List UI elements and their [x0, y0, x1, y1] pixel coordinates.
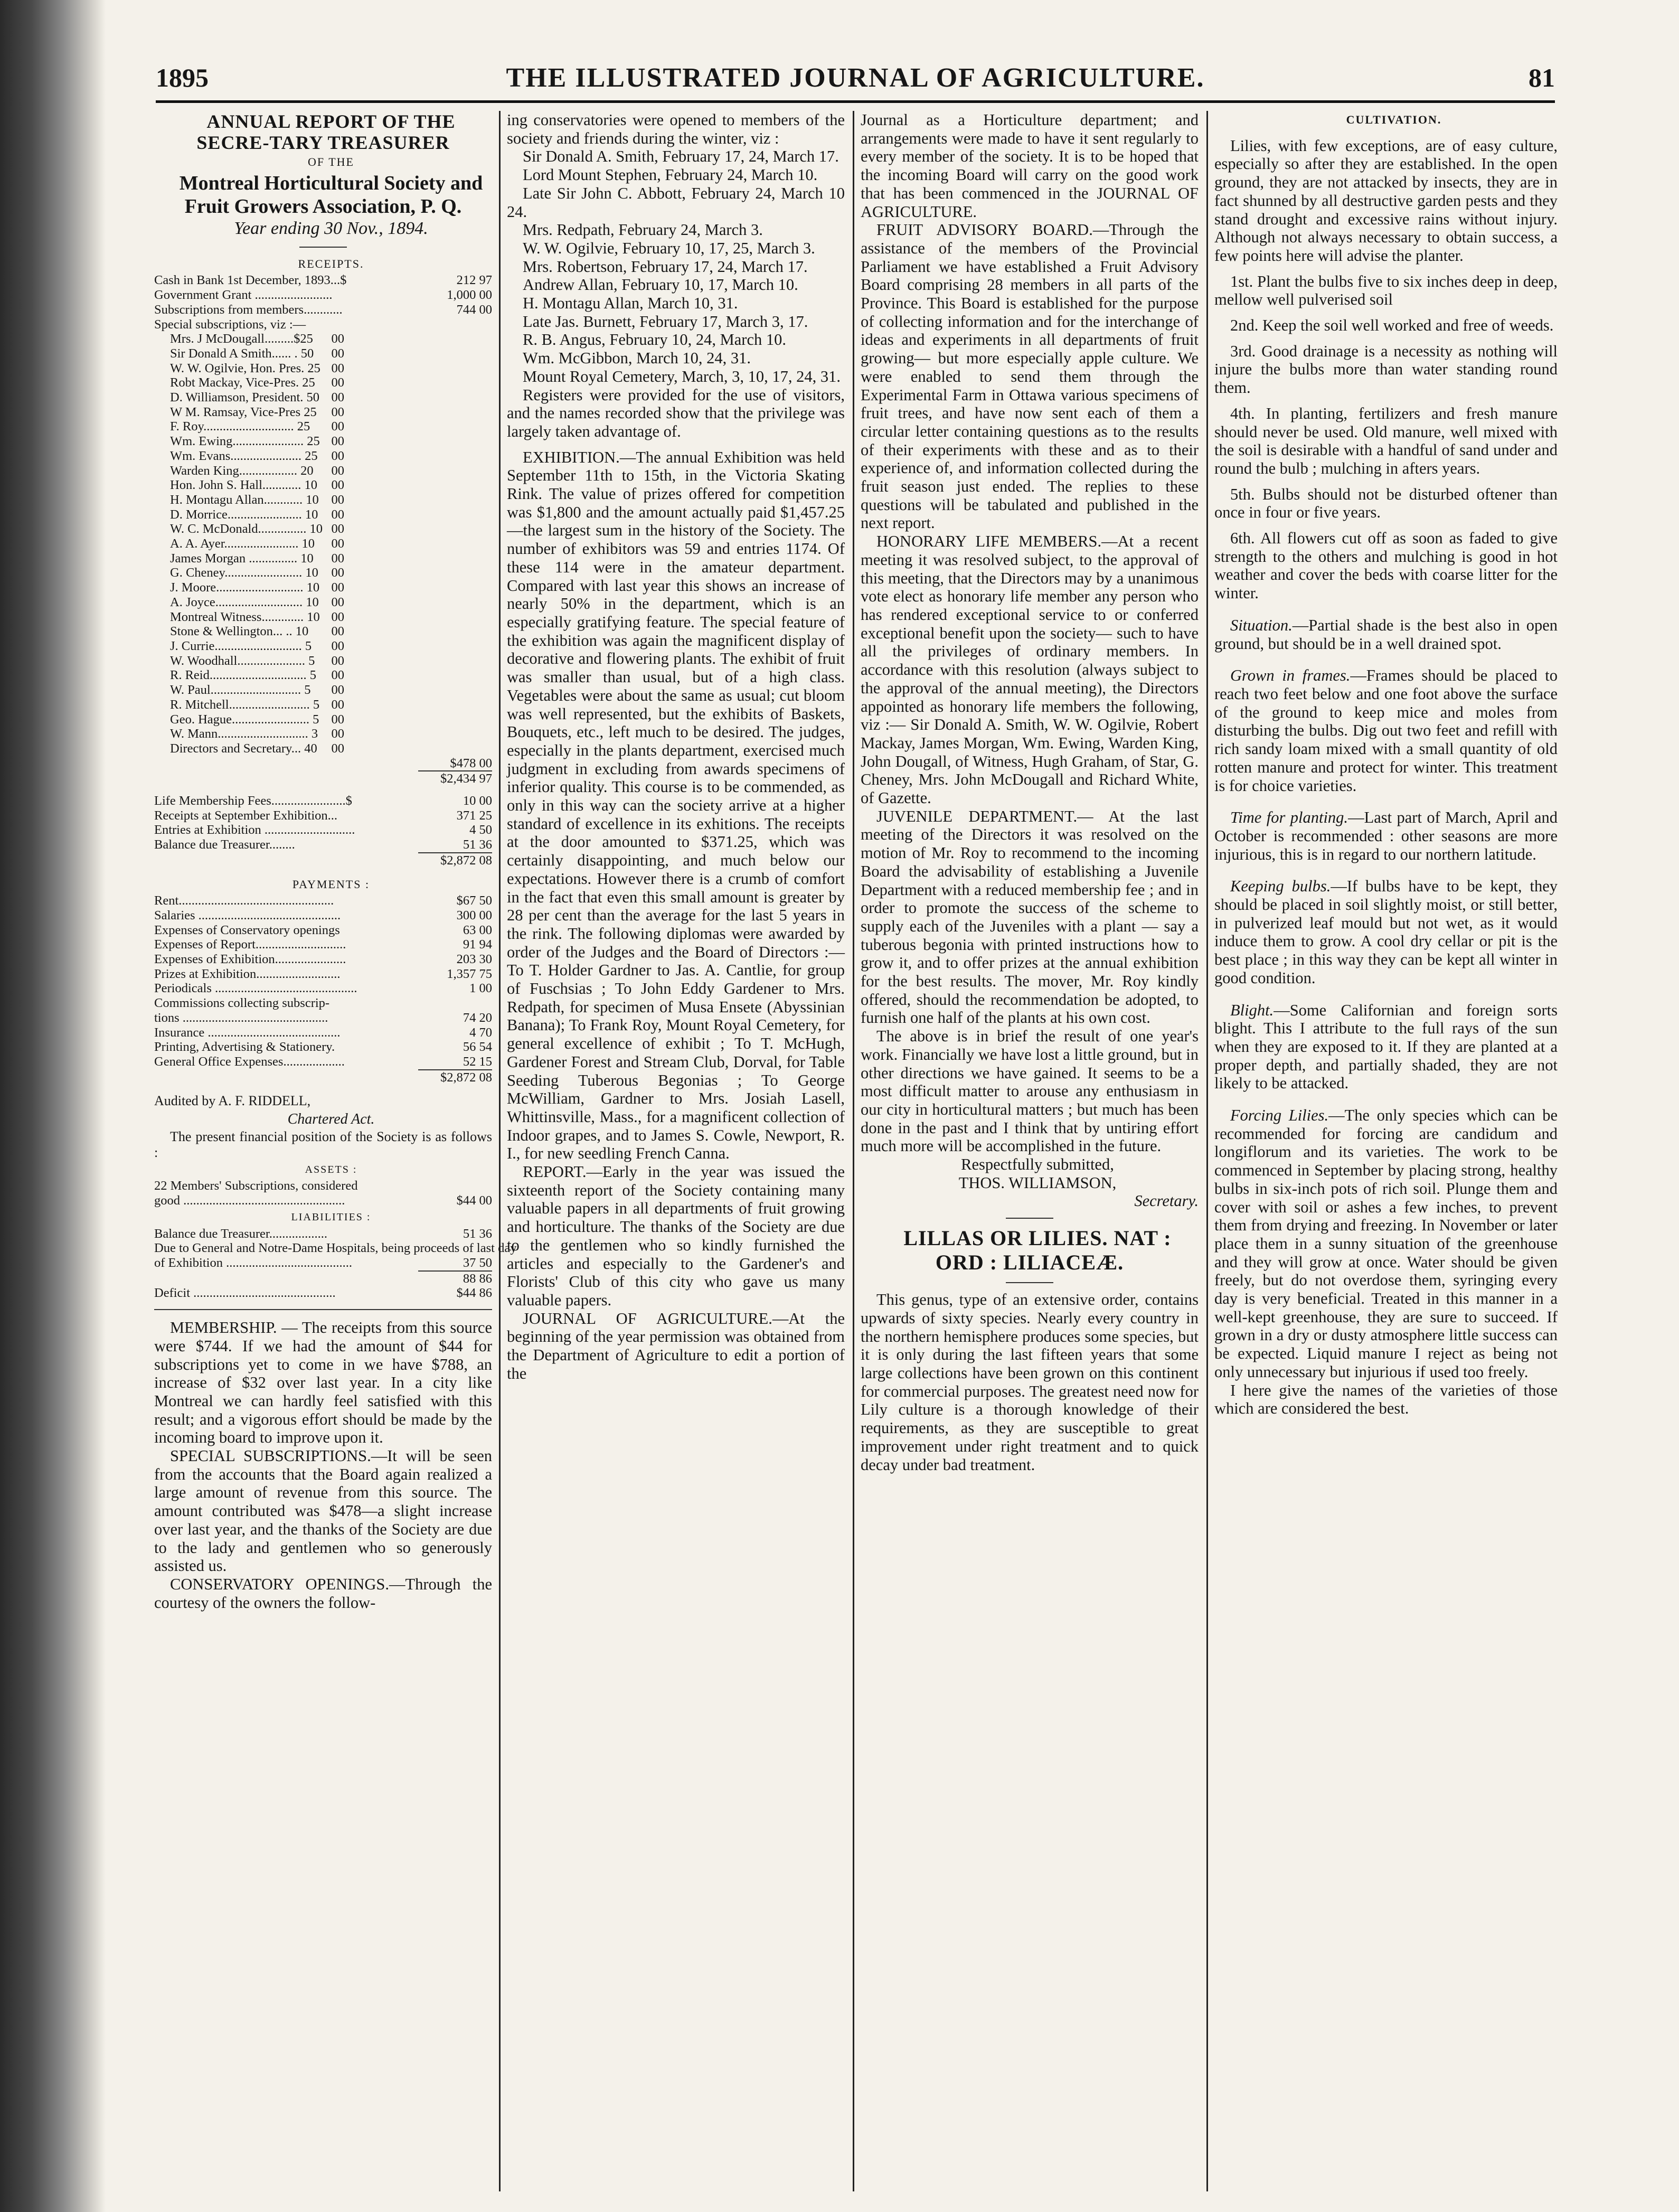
subscription-cents: 00: [331, 638, 344, 653]
payment-row-label: General Office Expenses...................: [154, 1054, 345, 1069]
closing-paragraph: The above is in brief the result of one year's work. Financially we have lost a little ground, but in other directions we have gained. It seems to be a most difficult matter to arouse any enthusiasm in our city in horticultural matters ; but much has been done in the past and I think that by untiring effort much more will be accomplished in the future.: [861, 1027, 1199, 1155]
section-rule: [1006, 1282, 1053, 1283]
subscription-row: [154, 741, 344, 756]
deficit-amount: $44 86: [456, 1286, 492, 1301]
opening-item: Lord Mount Stephen, February 24, March 10.: [523, 166, 818, 184]
payments-heading: PAYMENTS :: [292, 877, 370, 891]
subscription-row: [154, 507, 344, 522]
special-subscriptions-paragraph: SPECIAL SUBSCRIPTIONS.—It will be seen from the accounts that the Board again realized a large amount of revenue from this source. The amount contributed was $478—a slight increase over last year, and the thanks of the Society are due to the lady and gentlemen who so generously assisted us.: [154, 1447, 492, 1575]
liability-row-amount: 37 50: [463, 1256, 492, 1270]
subscription-row: [154, 375, 344, 390]
receipt-row-label: Cash in Bank 1st December, 1893...$: [154, 273, 347, 288]
chartered-act: Chartered Act.: [287, 1111, 375, 1128]
receipt-row-label: Entries at Exhibition ............................: [154, 823, 355, 837]
payment-row-label: Expenses of Exhibition......................: [154, 952, 346, 967]
asset-row-amount: $44 00: [456, 1193, 492, 1208]
receipt-row-amount: 4 50: [469, 823, 492, 837]
subscriptions-total: $478 00: [450, 756, 492, 770]
column-divider: [1206, 111, 1208, 2191]
payment-row-amount: [445, 996, 492, 1011]
receipt-row-amount: [445, 317, 492, 332]
membership-paragraph: MEMBERSHIP. — The receipts from this source were $744. If we had the amount of $44 for subscriptions yet to come in we have $788, an increase of $32 over last year. In a city like Montreal we can hardly feel satisfied with this result; and a vigorous effort should be made by the incoming board to improve upon it.: [154, 1319, 492, 1447]
liability-row-label: Balance due Treasurer..................: [154, 1226, 327, 1241]
subscriber-name: R. Mitchell......................... 5: [170, 697, 320, 712]
subscriber-name: J. Currie........................... 5: [170, 638, 312, 653]
payment-row-amount: $67 50: [456, 893, 492, 908]
conservatory-openings-paragraph: CONSERVATORY OPENINGS.—Through the courtesy of the owners the follow-: [154, 1575, 492, 1612]
subscription-row: [154, 434, 344, 449]
subscription-cents: 00: [331, 551, 344, 566]
receipt-row-label: Subscriptions from members............: [154, 302, 343, 317]
time-text: —Last part of March, April and October is recommended : other seasons are more injurious, this is in regard to our northern latitude.: [1214, 808, 1558, 863]
payment-row-label: Periodicals ............................................: [154, 981, 357, 996]
payment-row: [154, 1011, 492, 1025]
other-receipts-table: [154, 794, 492, 852]
page-header: [156, 62, 1555, 99]
cultivation-point: 6th. All flowers cut off as soon as faded to give strength to the others and mulching is good in hot weather and cover the beds with coarse litter for the winter.: [1214, 529, 1558, 603]
column-2: [507, 111, 845, 2191]
subscription-row: [154, 551, 344, 566]
subscription-cents: 00: [331, 492, 344, 507]
payment-row-amount: 56 54: [463, 1040, 492, 1055]
subscription-cents: 00: [331, 536, 344, 551]
receipt-row: [154, 823, 492, 837]
subscriber-name: H. Montagu Allan............ 10: [170, 492, 319, 507]
lilias-title: LILLAS OR LILIES. NAT : ORD : LILIACEÆ.: [903, 1226, 1172, 1275]
opening-item: Mount Royal Cemetery, March, 3, 10, 17, 24, 31.: [523, 367, 841, 385]
subscription-cents: 00: [331, 332, 344, 346]
registers-paragraph: Registers were provided for the use of visitors, and the names recorded show that the privilege was largely taken advantage of.: [507, 385, 845, 440]
subscription-row: [154, 727, 344, 741]
forcing-label: Forcing Lilies.: [1230, 1106, 1329, 1125]
deficit-label: Deficit ............................................: [154, 1286, 336, 1301]
openings-intro: ing conservatories were opened to members of the society and friends during the winter, viz :: [507, 111, 845, 147]
subscription-row: [154, 449, 344, 464]
payment-row-label: Expenses of Conservatory openings: [154, 923, 340, 937]
subscriber-name: W M. Ramsay, Vice-Pres 25: [170, 404, 317, 419]
subscription-cents: 00: [331, 361, 344, 375]
subscription-row: [154, 683, 344, 698]
column-3: [861, 111, 1199, 2191]
subscriber-name: A. Joyce........................... 10: [170, 595, 319, 609]
subscription-cents: 00: [331, 448, 344, 463]
payment-row-amount: 4 70: [469, 1025, 492, 1040]
header-rule: [156, 100, 1555, 103]
liability-row-label: Due to General and Notre-Dame Hospitals, being proceeds of last day: [154, 1241, 517, 1256]
subscription-cents: 00: [331, 463, 344, 478]
of-the-label: OF THE: [308, 155, 354, 168]
subscription-cents: 00: [331, 727, 344, 741]
subscription-cents: 00: [331, 507, 344, 522]
payment-row-label: Prizes at Exhibition..........................: [154, 966, 341, 981]
subscription-row: [154, 332, 344, 346]
receipt-row: [154, 317, 492, 332]
time-label: Time for planting.: [1230, 808, 1348, 827]
subscription-cents: 00: [331, 580, 344, 595]
payment-row: [154, 967, 492, 982]
journal-title: THE ILLUSTRATED JOURNAL OF AGRICULTURE.: [506, 63, 1205, 93]
subscriber-name: Montreal Witness............. 10: [170, 609, 320, 624]
subscription-row: [154, 624, 344, 639]
subscriber-name: W. Mann............................ 3: [170, 727, 318, 741]
subscriber-name: Warden King.................. 20: [170, 463, 314, 478]
page-number: 81: [1529, 63, 1555, 92]
receipt-row-label: Balance due Treasurer........: [154, 837, 295, 852]
receipt-row: [154, 303, 492, 317]
journal-paragraph: JOURNAL OF AGRICULTURE.—At the beginning of the year permission was obtained from the Department of Agriculture to edit a portion of the: [507, 1309, 845, 1382]
cultivation-intro: Lilies, with few exceptions, are of easy culture, especially so after they are established. In the open ground, they are not attacked by insects, they are in fact shunned by all destructive garden pests and they stand drought and excessive rains without injury. Although not always necessary to obtain success, a few points here will advise the planter.: [1214, 136, 1558, 265]
financial-position: The present financial position of the Society is as follows :: [154, 1128, 492, 1160]
subscription-row: [154, 478, 344, 493]
subscription-row: [154, 566, 344, 580]
subscription-row: [154, 580, 344, 595]
opening-item: Wm. McGibbon, March 10, 24, 31.: [523, 349, 751, 368]
varieties-paragraph: I here give the names of the varieties of those which are considered the best.: [1214, 1381, 1558, 1418]
subscriber-name: W. C. McDonald............... 10: [170, 522, 323, 536]
receipt-row-amount: 1,000 00: [447, 288, 492, 303]
asset-row-label: 22 Members' Subscriptions, considered: [154, 1179, 358, 1193]
payment-row-amount: 203 30: [456, 952, 492, 967]
subscriber-name: W. Woodhall..................... 5: [170, 653, 315, 668]
subscription-cents: 00: [331, 346, 344, 361]
receipts-table: [154, 273, 492, 332]
payment-row: [154, 1055, 492, 1069]
cultivation-point: 2nd. Keep the soil well worked and free of weeds.: [1230, 316, 1554, 335]
receipt-row: [154, 288, 492, 303]
column-1: [154, 111, 517, 2191]
subscription-row: [154, 361, 344, 376]
situation-text: —Partial shade is the best also in open ground, but should be in a well drained spot.: [1214, 616, 1558, 653]
audited-by: Audited by A. F. RIDDELL,: [154, 1093, 311, 1109]
subscription-cents: 00: [331, 609, 344, 624]
receipt-row-label: Special subscriptions, viz :—: [154, 317, 306, 332]
subscription-cents: 00: [331, 668, 344, 683]
subscription-row: [154, 405, 344, 420]
subscriber-name: W. W. Ogilvie, Hon. Pres. 25: [170, 361, 320, 375]
subscription-row: [154, 464, 344, 478]
subscription-cents: 00: [331, 624, 344, 639]
payment-row-amount: 300 00: [456, 908, 492, 923]
subscription-row: [154, 390, 344, 405]
cultivation-point: 5th. Bulbs should not be disturbed oftener than once in four or five years.: [1214, 485, 1558, 522]
payment-row: [154, 981, 492, 996]
subscription-cents: 00: [331, 375, 344, 390]
payment-row: [154, 908, 492, 923]
payment-row-amount: 74 20: [463, 1010, 492, 1025]
liability-row: [154, 1227, 492, 1241]
signer-title: Secretary.: [1134, 1192, 1199, 1210]
payment-row: [154, 996, 492, 1011]
subscriptions-list: [154, 332, 492, 756]
payment-row-label: Printing, Advertising & Stationery.: [154, 1040, 335, 1055]
opening-item: Late Sir John C. Abbott, February 24, March 10 24.: [507, 184, 845, 221]
opening-item: Sir Donald A. Smith, February 17, 24, March 17.: [523, 147, 839, 166]
liability-row: [154, 1256, 492, 1270]
payment-row-amount: 1,357 75: [447, 966, 492, 981]
receipt-row-amount: 212 97: [456, 273, 492, 288]
subscription-row: [154, 536, 344, 551]
receipts-subtotal: $2,434 97: [440, 771, 492, 786]
assets-heading: ASSETS :: [305, 1163, 357, 1175]
assets-table: [154, 1179, 492, 1208]
subscription-cents: 00: [331, 434, 344, 449]
cultivation-point: 4th. In planting, fertilizers and fresh manure should never be used. Old manure, well mixed with the soil is desirable with a handful of sand under and round the bulb ; mulching in afters years.: [1214, 404, 1558, 477]
subscriber-name: Wm. Ewing...................... 25: [170, 434, 320, 449]
keeping-text: —If bulbs have to be kept, they should be placed in soil slightly moist, or still better, in pulverized leaf mould but not wet, as it would induce them to grow. A cool dry cellar or pit is the best place ; in this way they can be kept all winter in good condition.: [1214, 877, 1558, 987]
payment-row-amount: 91 94: [463, 937, 492, 952]
payment-row: [154, 1025, 492, 1040]
receipt-row-label: Receipts at September Exhibition...: [154, 808, 338, 823]
subscriber-name: D. Morrice....................... 10: [170, 507, 318, 522]
asset-row: [154, 1179, 492, 1193]
subscriber-name: Stone & Wellington... .. 10: [170, 624, 309, 639]
report-heading: ANNUAL REPORT OF THE SECRE-TARY TREASURER: [196, 111, 456, 153]
subscription-row: [154, 610, 344, 625]
receipts-heading: RECEIPTS.: [298, 257, 364, 270]
cultivation-point: 3rd. Good drainage is a necessity as nothing will injure the bulbs more than water standing round them.: [1214, 342, 1558, 397]
payment-row: [154, 952, 492, 967]
liability-row: [154, 1241, 517, 1256]
liabilities-total: 88 86: [463, 1271, 492, 1286]
subscription-row: [154, 346, 344, 361]
forcing-text: —The only species which can be recommended for forcing are candidum and longiflorum and its varieties. The work to be commenced in September by placing strong, healthy bulbs in six-inch pots of rich soil. Plunge them and cover with soil or ashes a few inches, to prevent them from drying and freezing. In November or later place them in a sunny situation of the greenhouse and they will grow at once. Water should be given freely, but do not overdose them, syringing every day is very beneficial. Treated in this manner in a well-kept greenhouse, they are sure to succeed. If grown in a dry or dusty atmosphere little success can be expected. Liquid manure I reject as being not only unnecessary but injurious if used too freely.: [1214, 1106, 1558, 1381]
payment-row-amount: 63 00: [463, 923, 492, 937]
year-ending: Year ending 30 Nov., 1894.: [234, 218, 428, 238]
payment-row-amount: 1 00: [469, 981, 492, 996]
subscriber-name: W. Paul............................ 5: [170, 683, 311, 698]
receipt-row: [154, 273, 492, 288]
liability-row-amount: 51 36: [463, 1226, 492, 1241]
opening-item: Mrs. Robertson, February 17, 24, March 17.: [523, 257, 808, 276]
payment-row-label: Insurance .........................................: [154, 1025, 341, 1040]
payment-row-label: Commissions collecting subscrip-: [154, 996, 330, 1011]
payments-table: [154, 893, 492, 1069]
subscription-row: [154, 493, 344, 507]
subscriber-name: Hon. John S. Hall............ 10: [170, 478, 318, 493]
cultivation-points: [1214, 265, 1558, 603]
opening-item: Mrs. Redpath, February 24, March 3.: [523, 221, 763, 239]
liabilities-heading: LIABILITIES :: [291, 1211, 371, 1223]
fruit-board-paragraph: FRUIT ADVISORY BOARD.—Through the assistance of the members of the Provincial Parliament we have established a Fruit Advisory Board comprising 28 members in all parts of the Province. This Board is established for the purpose of collecting information and for the interchange of ideas and experiments in all departments of fruit growing— but more especially apple culture. We were enabled to send them through the Experimental Farm in Ottawa various specimens of fruit trees, and have now sent each of them a circular letter containing questions as to the results of their experiments with these and as to their experience of, and information collected during the fruit season just ended. The replies to these questions will be tabulated and published in the next report.: [861, 221, 1199, 532]
signer-name: THOS. WILLIAMSON,: [958, 1173, 1117, 1192]
situation-label: Situation.: [1230, 616, 1293, 634]
subscriber-name: R. Reid.............................. 5: [170, 668, 316, 683]
receipt-row-label: Life Membership Fees.......................$: [154, 794, 352, 808]
receipt-row: [154, 808, 492, 823]
honorary-members-paragraph: HONORARY LIFE MEMBERS.—At a recent meeting it was resolved subject, to the approval of this meeting, that the Directors may by a unanimous vote elect as honorary life member any person who has rendered exceptional service to or conferred exceptional benefit upon the society— such to have all the privileges of ordinary members. In accordance with this resolution (always subject to the approval of the annual meeting), the Directors appointed as honorary life members the following, viz :— Sir Donald A. Smith, W. W. Ogilvie, Robert Mackay, James Morgan, Wm. Ewing, Warden King, John Dougall, of Witness, Hugh Graham, of Star, G. Cheney, Mrs. John McDougall and Richard White, of Gazette.: [861, 532, 1199, 807]
journal-continued: Journal as a Horticulture department; and arrangements were made to have it sent regularly to every member of the society. It is to be hoped that the incoming Board will carry on the good work that has been commenced in the JOURNAL OF AGRICULTURE.: [861, 111, 1199, 221]
receipt-row-amount: 51 36: [463, 837, 492, 852]
cultivation-point: 1st. Plant the bulbs five to six inches deep in deep, mellow well pulverised soil: [1214, 272, 1558, 309]
subscription-row: [154, 595, 344, 610]
liabilities-table: [154, 1226, 517, 1270]
subscriber-name: James Morgan ............... 10: [170, 551, 314, 566]
payment-row-label: Expenses of Report............................: [154, 937, 346, 952]
receipts-total: $2,872 08: [440, 853, 492, 868]
subscription-cents: 00: [331, 683, 344, 698]
column-divider: [499, 111, 501, 2191]
subscription-cents: 00: [331, 522, 344, 536]
subscriber-name: Directors and Secretary... 40: [170, 741, 317, 756]
payment-row-amount: 52 15: [463, 1054, 492, 1069]
asset-row-amount: [445, 1179, 492, 1193]
subscription-row: [154, 668, 344, 683]
asset-row: [154, 1193, 492, 1208]
subscription-row: [154, 712, 344, 727]
subscription-row: [154, 522, 344, 536]
payment-row-label: Salaries ............................................: [154, 908, 341, 923]
frames-text: —Frames should be placed to reach two feet below and one foot above the surface of the ground to keep mice and moles from disturbing the bulbs. Dig out two feet and refill with rich sandy loam mixed with a small quantity of old rotten manure and protect for winter. This treatment is for choice varieties.: [1214, 666, 1558, 795]
subscriber-name: Geo. Hague........................ 5: [170, 712, 319, 727]
cultivation-heading: CULTIVATION.: [1346, 113, 1442, 126]
payment-row-label: Rent................................................: [154, 893, 334, 908]
payment-row: [154, 893, 492, 908]
subscriber-name: A. A. Ayer....................... 10: [170, 536, 315, 551]
subscription-cents: 00: [331, 419, 344, 434]
blight-text: —Some Californian and foreign sorts blight. This I attribute to the full rays of the sun when they are exposed to it. If they are planted at a proper depth, and partially shaded, they are not likely to be attacked.: [1214, 1001, 1558, 1093]
subscriber-name: G. Cheney........................ 10: [170, 566, 318, 580]
society-name: Montreal Horticultural Society and Fruit Growers Association, P. Q.: [179, 172, 483, 218]
juvenile-paragraph: JUVENILE DEPARTMENT.— At the last meeting of the Directors it was resolved on the motion of Mr. Roy to recommend to the incoming Board the advisability of establishing a Juvenile Department with a reduced membership fee ; and in order to promote the success of the scheme to supply each of the Juveniles with a plant — say a tuberous begonia with printed instructions how to grow it, and to offer prizes at the annual exhibition for the best results. The mover, Mr. Roy kindly offered, should the recommendation be adopted, to furnish one half of the plants at his own cost.: [861, 807, 1199, 1027]
page-year: 1895: [156, 63, 209, 92]
subscription-cents: 00: [331, 566, 344, 580]
subscription-row: [154, 419, 344, 434]
lilias-paragraph: This genus, type of an extensive order, contains upwards of sixty species. Nearly every country in the northern hemisphere produces some species, but it is only during the last fifteen years that some large collections have been grown on this continent for commercial purposes. The greatest need now for Lily culture is a thorough knowledge of their requirements, as they are susceptible to great improvement under right treatment and to quick decay under bad treatment.: [861, 1291, 1199, 1474]
subscription-cents: 00: [331, 478, 344, 493]
opening-item: W. W. Ogilvie, February 10, 17, 25, March 3.: [523, 239, 815, 257]
liability-row-label: of Exhibition .......................................: [154, 1256, 352, 1270]
subscription-cents: 00: [331, 741, 344, 756]
receipt-row-amount: 744 00: [456, 302, 492, 317]
opening-item: R. B. Angus, February 10, 24, March 10.: [523, 331, 786, 349]
payment-row: [154, 923, 492, 938]
openings-list: [507, 147, 845, 385]
payment-row: [154, 1040, 492, 1055]
report-paragraph: REPORT.—Early in the year was issued the sixteenth report of the Society containing many valuable papers in all departments of fruit growing and horticulture. The thanks of the Society are due to the gentlemen who so kindly furnished the articles and especially to the Gardener's and Florists' Club of this city who gave us many valuable papers.: [507, 1163, 845, 1309]
receipt-row-label: Government Grant ........................: [154, 288, 333, 303]
blight-label: Blight.: [1230, 1001, 1274, 1019]
exhibition-paragraph: EXHIBITION.—The annual Exhibition was held September 11th to 15th, in the Victoria Skating Rink. The value of prizes offered for competition was $1,800 and the amount actually paid $1,457.25—the largest sum in the history of the Society. The number of exhibitors was 59 and entries 1174. Of these 114 were in the amateur department. Compared with last year this shows an increase of nearly 50% in the department, which is an especially gratifying feature. The special feature of the exhibition was again the magnificent display of decorative and flowering plants. The exhibit of fruit was smaller than usual, but of a high class. Vegetables were about the same as usual; cut bloom was well represented, but the exhibits of Baskets, Bouquets, etc., left much to be desired. The judges, especially in the plants department, exercised much judgment in excluding from awards specimens of inferior quality. This course is to be commended, as only in this way can the society arrive at a higher standard of excellence in its exhitions. The receipts at the door amounted to $371.25, which was certainly disappointing, and much below our expectations. However there is a crumb of comfort in the fact that even this small amount is greater by 28 per cent than the average for the last 5 years in the rink. The following diplomas were awarded by order of the Judges and the Board of Directors :— To T. Holder Gardner to Jas. A. Cantlie, for group of Fuschsias ; To John Eddy Gardener to Mrs. Redpath, for specimen of Musa Ensete (Abyssinian Banana); To Frank Roy, Mount Royal Cemetery, for general excellence of exhibit ; To T. McHugh, Gardener Forest and Stream Club, Dorval, for Table Seeding Tuberous Begonias ; To George McWilliam, Gardner to Mrs. Josiah Lasell, Whittinsville, Mass., for a magnificent collection of Indoor grapes, and to James S. Cowle, Newport, R. I., for new seedling French Canna.: [507, 448, 845, 1163]
subscription-cents: 00: [331, 712, 344, 727]
subscriber-name: Sir Donald A Smith...... . 50: [170, 346, 314, 361]
receipt-row-amount: 371 25: [456, 808, 492, 823]
receipt-row: [154, 837, 492, 852]
receipt-row: [154, 794, 492, 808]
subscription-cents: 00: [331, 404, 344, 419]
payments-total: $2,872 08: [440, 1070, 492, 1085]
subscription-row: [154, 654, 344, 669]
column-4: [1214, 111, 1558, 2191]
frames-label: Grown in frames.: [1230, 666, 1351, 685]
subscriber-name: F. Roy............................ 25: [170, 419, 310, 434]
opening-item: Late Jas. Burnett, February 17, March 3, 17.: [523, 312, 808, 331]
subscriber-name: Robt Mackay, Vice-Pres. 25: [170, 375, 315, 390]
section-rule: [1006, 1218, 1053, 1219]
subscription-cents: 00: [331, 653, 344, 668]
column-divider: [853, 111, 854, 2191]
subscriber-name: D. Williamson, President. 50: [170, 390, 320, 405]
opening-item: Andrew Allan, February 10, 17, March 10.: [523, 276, 798, 294]
submitted-line: Respectfully submitted,: [961, 1155, 1114, 1174]
subscription-cents: 00: [331, 595, 344, 609]
asset-row-label: good ..................................................: [154, 1193, 345, 1208]
payment-row-label: tions .............................................: [154, 1010, 328, 1025]
opening-item: H. Montagu Allan, March 10, 31.: [523, 294, 738, 313]
subscriber-name: J. Moore........................... 10: [170, 580, 320, 595]
keeping-label: Keeping bulbs.: [1230, 877, 1331, 896]
subscriber-name: Mrs. J McDougall.........$25: [170, 332, 313, 346]
book-spine-shadow: [0, 0, 106, 2212]
subscription-row: [154, 698, 344, 712]
receipt-row-amount: 10 00: [463, 794, 492, 808]
payment-row: [154, 937, 492, 952]
subscription-cents: 00: [331, 697, 344, 712]
subscription-cents: 00: [331, 390, 344, 405]
subscription-row: [154, 639, 344, 654]
short-rule: [299, 247, 347, 248]
subscriber-name: Wm. Evans...................... 25: [170, 448, 318, 463]
